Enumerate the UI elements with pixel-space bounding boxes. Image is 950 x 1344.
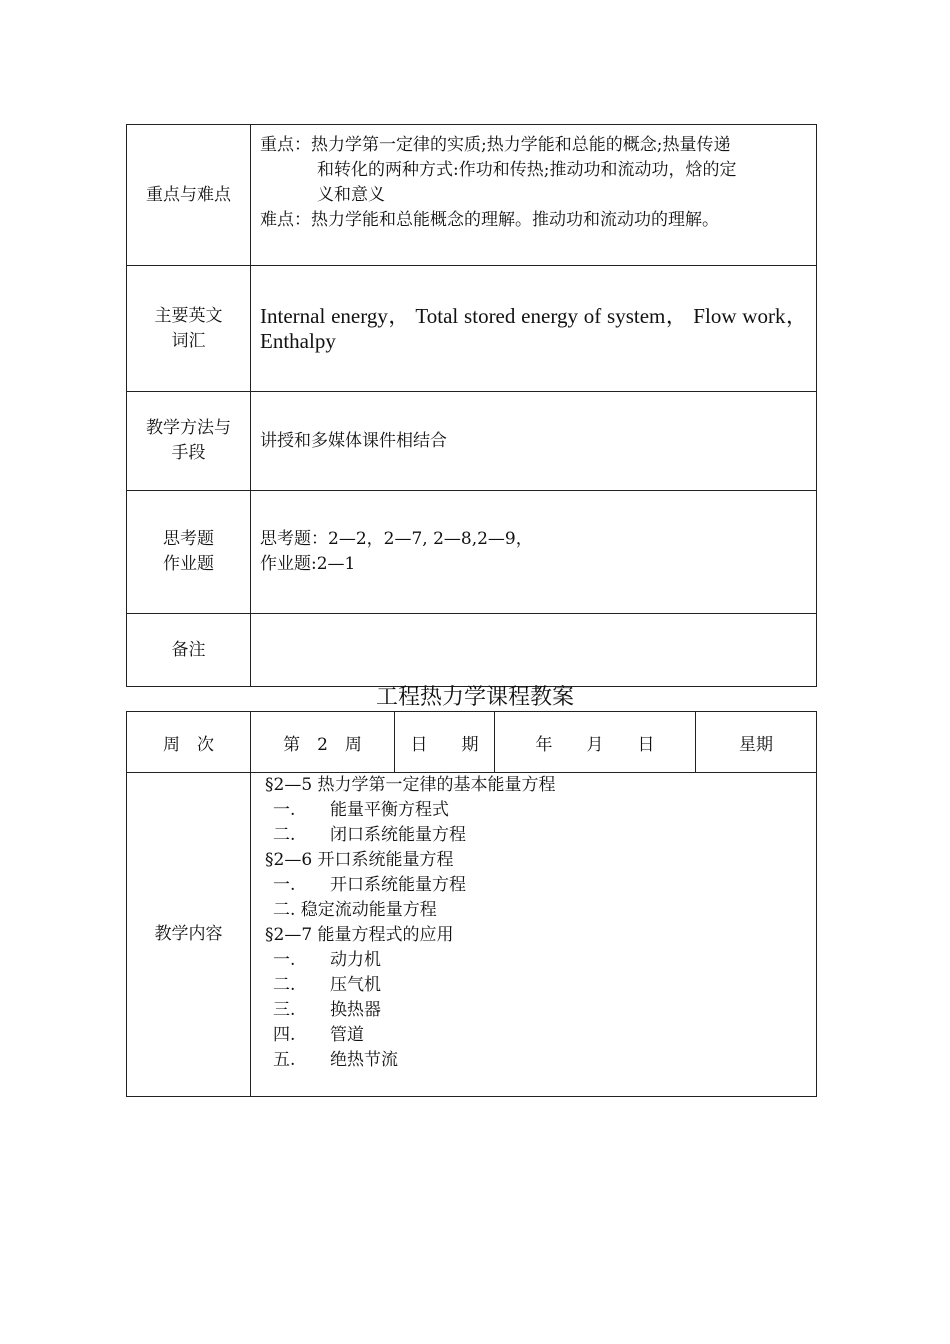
content-line: §2—7 能量方程式的应用 [265, 925, 454, 945]
teaching-method: 讲授和多媒体课件相结合 [251, 392, 817, 491]
row-label-vocab [127, 266, 251, 392]
questions-cell [251, 491, 817, 614]
label-line: 词汇 [171, 330, 206, 351]
content-line [265, 1023, 807, 1048]
content-line [265, 948, 807, 973]
key-point-line: 义和意义 [317, 185, 385, 205]
course-plan-table [126, 711, 817, 1097]
label-line: 手段 [171, 443, 206, 463]
key-point-line: 重点：热力学第一定律的实质;热力学能和总能的概念;热量传递 [260, 135, 731, 155]
english-vocab: Internal energy， Total stored energy of system， Flow work， Enthalpy [251, 266, 817, 392]
label-line: 教学方法与 [146, 418, 231, 438]
content-label: 教学内容 [127, 773, 251, 1097]
content-line: §2—5 热力学第一定律的基本能量方程 [265, 775, 556, 795]
content-line-number: 一. [273, 800, 296, 820]
thinking-questions: 思考题：2—2，2—7, 2—8,2—9， [260, 529, 533, 549]
table-row [127, 491, 817, 614]
content-line [265, 798, 807, 823]
table-row [127, 125, 817, 266]
content-line-number: 一. [273, 950, 296, 970]
content-line-text: 管道 [330, 1025, 364, 1045]
date-value: 年 月 日 [495, 712, 696, 773]
content-list [265, 773, 807, 1073]
content-line [265, 823, 807, 848]
difficulty-line: 难点：热力学能和总能概念的理解。推动功和流动功的理解。 [260, 210, 719, 230]
label-line: 思考题 [163, 529, 214, 549]
date-label: 日 期 [395, 712, 495, 773]
key-points-cell [251, 125, 817, 266]
content-line-number: 二. [273, 975, 296, 995]
content-line [265, 873, 807, 898]
content-line [265, 998, 807, 1023]
row-label-questions [127, 491, 251, 614]
content-line-text: 动力机 [330, 950, 381, 970]
content-line-number: 五. [273, 1050, 296, 1070]
content-line: §2—6 开口系统能量方程 [265, 850, 454, 870]
content-line-text: 换热器 [330, 1000, 381, 1020]
content-line-text: 能量平衡方程式 [330, 800, 449, 820]
content-line [265, 973, 807, 998]
table-row [127, 773, 817, 1097]
content-line-text: 闭口系统能量方程 [330, 825, 466, 845]
teaching-content [251, 773, 817, 1097]
remark-cell [251, 614, 817, 687]
content-line: 二. 稳定流动能量方程 [273, 900, 437, 920]
row-label-key-points: 重点与难点 [127, 125, 251, 266]
content-line-text: 绝热节流 [330, 1050, 398, 1070]
week-value: 第 2 周 [251, 712, 395, 773]
content-line-text: 开口系统能量方程 [330, 875, 466, 895]
lesson-info-table [126, 124, 817, 687]
table-row [127, 392, 817, 491]
key-point-line: 和转化的两种方式:作功和传热;推动功和流动功，焓的定 [317, 160, 737, 180]
weekday-label: 星期 [696, 712, 817, 773]
row-label-remark: 备注 [127, 614, 251, 687]
table-header-row [127, 712, 817, 773]
content-line [265, 1048, 807, 1073]
content-line-number: 四. [273, 1025, 296, 1045]
content-line-number: 二. [273, 825, 296, 845]
page-title: 工程热力学课程教案 [375, 685, 574, 710]
content-line-number: 一. [273, 875, 296, 895]
homework: 作业题:2—1 [260, 554, 356, 574]
table-row [127, 266, 817, 392]
label-line: 主要英文 [154, 305, 223, 326]
row-label-method [127, 392, 251, 491]
content-line-number: 三. [273, 1000, 296, 1020]
label-line: 作业题 [163, 554, 214, 574]
week-label: 周 次 [127, 712, 251, 773]
content-line-text: 压气机 [330, 975, 381, 995]
table-row [127, 614, 817, 687]
